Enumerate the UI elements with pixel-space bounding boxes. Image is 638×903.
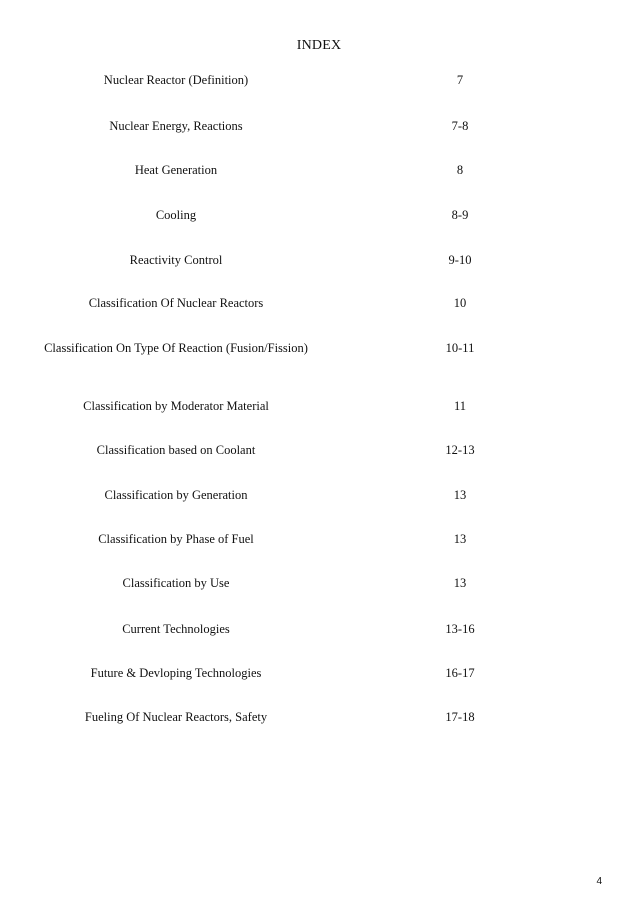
toc-row — [0, 339, 638, 357]
page-number: 4 — [596, 876, 602, 887]
toc-entry-pages: 8-9 — [451, 208, 469, 222]
toc-entry-title: Classification Of Nuclear Reactors — [88, 296, 264, 310]
toc-row — [0, 397, 638, 415]
toc-entry-pages: 13 — [453, 576, 467, 590]
toc-entry-pages: 8 — [456, 163, 464, 177]
toc-entry-pages: 11 — [453, 399, 467, 413]
toc-entry-title: Classification by Moderator Material — [83, 399, 269, 413]
toc-entry-title: Heat Generation — [134, 163, 218, 177]
toc-entry-title: Future & Devloping Technologies — [90, 666, 262, 680]
toc-row — [0, 664, 638, 682]
toc-row — [0, 71, 638, 89]
toc-row — [0, 530, 638, 548]
toc-entry-pages: 9-10 — [448, 253, 472, 267]
toc-row — [0, 206, 638, 224]
toc-entry-title: Classification On Type Of Reaction (Fusion/Fission) — [44, 341, 308, 355]
page-title: INDEX — [296, 38, 342, 53]
toc-entry-pages: 10 — [453, 296, 467, 310]
toc-entry-pages: 13 — [453, 488, 467, 502]
toc-entry-pages: 10-11 — [445, 341, 475, 355]
toc-entry-title: Classification by Phase of Fuel — [98, 532, 254, 546]
toc-row — [0, 708, 638, 726]
toc-row — [0, 574, 638, 592]
toc-entry-title: Classification based on Coolant — [96, 443, 256, 457]
toc-entry-pages: 7 — [456, 73, 464, 87]
toc-row — [0, 486, 638, 504]
toc-entry-pages: 13-16 — [445, 622, 475, 636]
toc-entry-title: Fueling Of Nuclear Reactors, Safety — [84, 710, 268, 724]
toc-row — [0, 294, 638, 312]
toc-row — [0, 117, 638, 135]
toc-entry-pages: 12-13 — [445, 443, 475, 457]
toc-row — [0, 161, 638, 179]
toc-entry-pages: 13 — [453, 532, 467, 546]
toc-entry-title: Nuclear Reactor (Definition) — [103, 73, 249, 87]
toc-entry-pages: 7-8 — [451, 119, 469, 133]
toc-entry-title: Cooling — [155, 208, 197, 222]
toc-entry-title: Reactivity Control — [129, 253, 223, 267]
toc-row — [0, 251, 638, 269]
toc-entry-title: Classification by Generation — [104, 488, 248, 502]
toc-entry-title: Nuclear Energy, Reactions — [109, 119, 243, 133]
toc-row — [0, 620, 638, 638]
toc-entry-pages: 16-17 — [445, 666, 475, 680]
toc-entry-pages: 17-18 — [445, 710, 475, 724]
toc-row — [0, 441, 638, 459]
toc-entry-title: Current Technologies — [122, 622, 230, 636]
toc-entry-title: Classification by Use — [122, 576, 230, 590]
